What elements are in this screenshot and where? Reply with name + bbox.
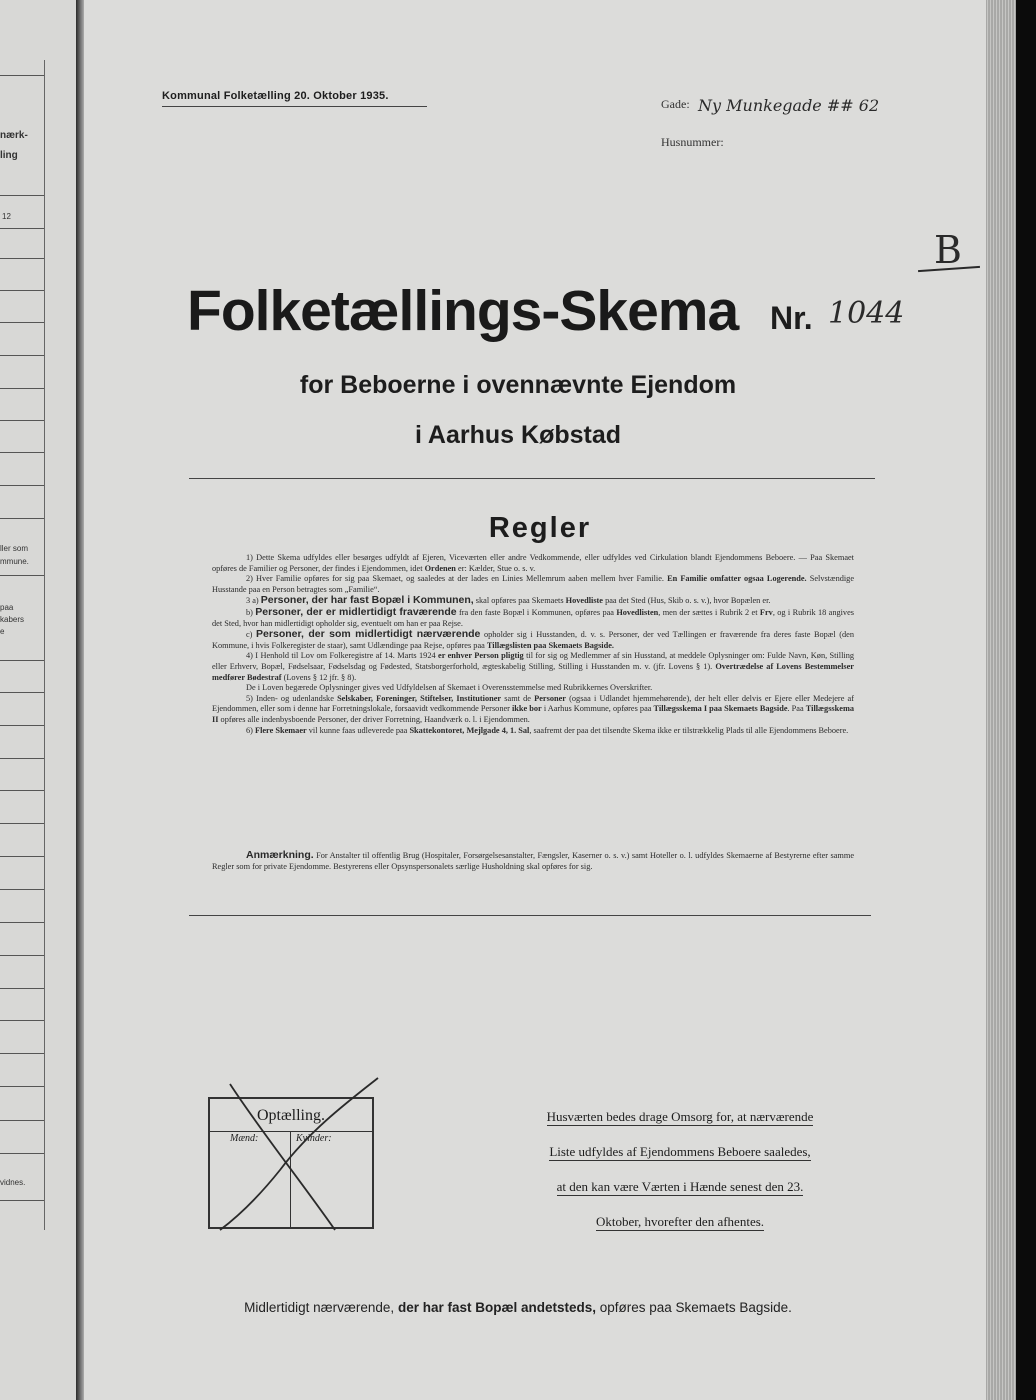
rule-3c: c) Personer, der som midlertidigt nærværende opholder sig i Husstanden, d. v. s. Personer, der ved Tællingen er fraværende fra deres faste Bopæl (den Kommune, i hvis Folkeregister de staar), samt Udlændinge paa Rejse, opføres paa Tillægslisten paa Skemaets Bagside. [212,628,854,650]
left-fragment: mmune. [0,557,29,566]
left-page-line [0,856,44,857]
house-number-label: Husnummer: [661,135,724,149]
left-page-line [0,1200,44,1201]
form-number-label: Nr. [770,300,813,336]
left-fragment: paa [0,603,14,612]
left-facing-page [0,0,78,1400]
left-page-line [0,485,44,486]
form-title: Folketællings-Skema [187,279,739,343]
left-page-line [0,823,44,824]
left-page-line [0,1020,44,1021]
left-page-line [0,290,44,291]
rules-heading: Regler [488,512,592,544]
rule-2: 2) Hver Familie opføres for sig paa Skemaet, og saaledes at der lades en Linies Mellemrum aaben mellem hver Familie. En Familie omfatter ogsaa Logerende. Selvstændige Husstande paa en Person betragtes som „Familie“. [212,574,854,594]
left-page-line [0,889,44,890]
left-fragment: nærk- [0,130,28,141]
left-page-line [0,322,44,323]
rule-3a: 3 a) Personer, der har fast Bopæl i Kommunen, skal opføres paa Skemaets Hovedliste paa det Sted (Hus, Skib o. s. v.), hvor Bopælen er. [246,594,771,607]
left-fragment: ller som [0,544,29,553]
rules-text [212,553,854,736]
left-page-line [0,660,44,661]
handwritten-marker: B [934,228,962,272]
left-page-line [0,258,44,259]
host-note-line: at den kan være Værten i Hænde senest den 23. [556,1179,804,1194]
form-subtitle: for Beboerne i ovennævnte Ejendom [299,371,737,399]
left-page-line [0,1086,44,1087]
crossed-out-strokes [200,1070,390,1240]
left-page-line [0,955,44,956]
left-fragment: e [0,627,5,636]
left-page-line [0,1120,44,1121]
rule-3b: b) Personer, der er midlertidigt fraværende fra den faste Bopæl i Kommunen, opføres paa Hovedlisten, men der sættes i Rubrik 2 et Frv, og i Rubrik 18 angives det Sted, hvor han midlertidigt opholder sig, eventuelt om han er paa Rejse. [212,605,854,628]
left-page-line [0,692,44,693]
left-page-line [0,228,44,229]
left-page-line [0,988,44,989]
rule-6: 6) Flere Skemaer vil kunne faas udleverede paa Skattekontoret, Mejlgade 4, 1. Sal, saafremt der paa det tilsendte Skema ikke er tilstrækkelig Plads til alle Ejendommens Beboere. [246,725,849,735]
left-page-line [0,195,44,196]
tally-men-label: Mænd: [230,1133,259,1144]
page-edges [986,0,1016,1400]
host-note-line: Oktober, hvorefter den afhentes. [595,1214,765,1229]
footer-note: Midlertidigt nærværende, der har fast Bopæl andetsteds, opføres paa Skemaets Bagside. [244,1300,792,1315]
left-page-line [0,1153,44,1154]
remark-text: For Anstalter til offentlig Brug (Hospitaler, Forsørgelsesanstalter, Fængsler, Kaserner o. s. v.) samt Hoteller o. l. udfyldes Skemaerne af Bestyrerne efter samme Regler som for private Ejendomme. Bestyrerens eller Opsynspersonalets særlige Husholdning skal opføres for sig. [212,851,854,871]
left-page-line [0,355,44,356]
tally-title: Optælling. [210,1099,372,1132]
left-fragment: vidnes. [0,1178,26,1187]
left-page-line [0,758,44,759]
street-value: Ny Munkegade ## 62 [698,96,880,115]
census-heading: Kommunal Folketælling 20. Oktober 1935. [162,90,389,102]
rule-4: 4) I Henhold til Lov om Folkeregistre af 14. Marts 1924 er enhver Person pligtig til for sig og Medlemmer af sin Husstand, at meddele Oplysninger om: Fulde Navn, Køn, Stilling eller Erhverv, Bopæl, Fødselsaar, Fødselsdag og Fødested, Statsborgerforhold, ægteskabelig Stilling, Stilling i Husstanden m. v. (jfr. Lovens § 1). Overtrædelse af Lovens Bestemmelser medfører Bødestraf (Lovens § 12 jfr. § 8). [212,651,854,682]
remark-label: Anmærkning. [246,849,314,861]
left-page-line [0,452,44,453]
street-label: Gade: [661,97,690,111]
census-heading-underline [162,106,427,107]
divider [189,915,871,916]
left-fragment: kabers [0,615,25,624]
left-page-line [0,1053,44,1054]
left-page-line [0,75,44,76]
left-fragment: ling [0,150,18,161]
rule-1: 1) Dette Skema udfyldes eller besørges udfyldt af Ejeren, Viceværten eller andre Vedkommende, eller udfyldes ved Cirkulation blandt Ejendommens Beboere. — Paa Skemaet opføres de Familier og Personer, der findes i Ejendommen, idet Ordenen er: Kælder, Stue o. s. v. [212,553,854,573]
divider [189,478,875,479]
rule-4-note: De i Loven begærede Oplysninger gives ved Udfyldelsen af Skemaet i Overensstemmelse med Rubrikkernes Overskrifter. [246,683,653,693]
left-fragment: 12 [2,212,11,221]
host-note-line: Husværten bedes drage Omsorg for, at nærværende [546,1109,814,1124]
left-page-rule [44,60,45,1230]
host-note-line: Liste udfyldes af Ejendommens Beboere saaledes, [549,1144,811,1159]
tally-women-label: Kvinder: [296,1133,332,1144]
remark [212,850,854,872]
form-subtitle-city: i Aarhus Købstad [414,421,622,449]
rule-5: 5) Inden- og udenlandske Selskaber, Foreninger, Stiftelser, Institutioner samt de Personer (ogsaa i Udlandet hjemmehørende), der helt eller delvis er Ejere eller Medejere af Ejendommen, eller som i denne har Forretningslokale, forsaavidt vedkommende Personer ikke bor i Aarhus Kommune, opføres paa Tillægsskema I paa Skemaets Bagside. Paa Tillægsskema II opføres alle indenbysboende Personer, der driver Forretning, Haandværk o. l. i Ejendommen. [212,693,855,724]
left-page-line [0,790,44,791]
left-page-line [0,575,44,576]
form-number-value: 1044 [828,296,905,331]
left-page-line [0,922,44,923]
left-page-line [0,725,44,726]
